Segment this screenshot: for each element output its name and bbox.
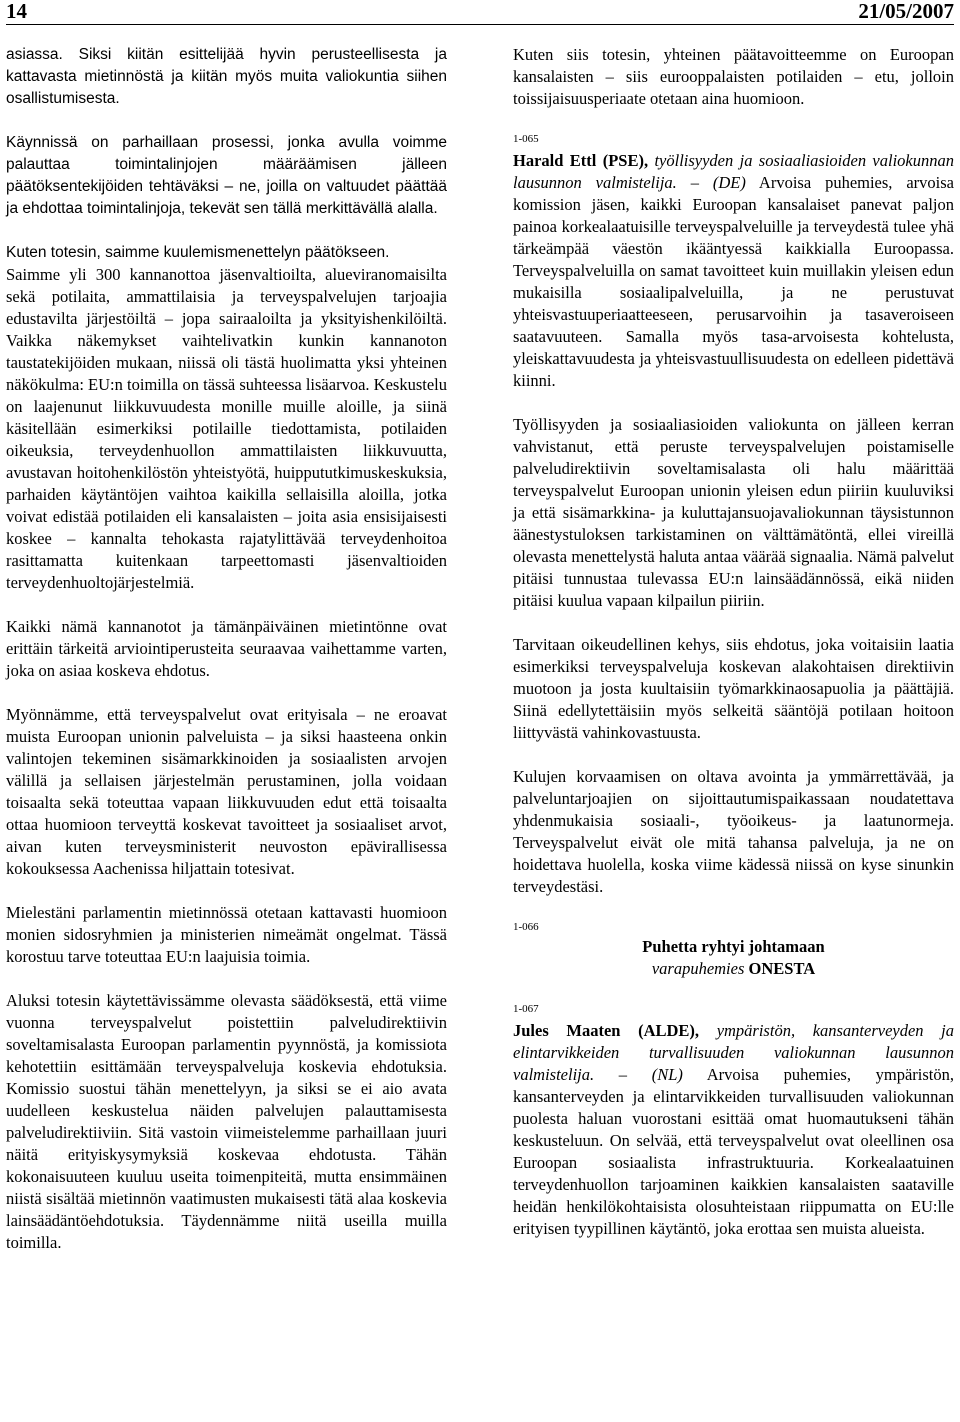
chair-notice (513, 936, 954, 980)
speech-ettl (513, 150, 954, 392)
paragraph: Saimme yli 300 kannanottoa jäsenvaltioilta, alueviranomaisilta sekä potilaita, ammattilaisia ja terveyspalvelujen tarjoajia edustavilta järjestöiltä – jopa sairaaloilta ja yksityishenkilöiltä. Vaikka näkemykset vaihtelivatkin kunkin kannanoton taustatekijöiden mukaan, niissä oli tästä huolimatta yksi yhteinen näkökulma: EU:n toimilla on tässä suhteessa lisäarvoa. Keskustelu on laajenunut liikkuvuudesta monille muille aloille, ja siinä käsitellään esimerkiksi potilaille tiedottamista, potilaiden oikeuksia, terveydenhuollon ammattilaisten liikkuvuutta, avustavan hoitohenkilöstön yhteistyötä, huippututkimuskeskuksia, parhaiden käytäntöjen vaihtoa kaikilla sellaisilla aloilla, jotka voivat edistää potilaiden eli kansalaisten – joita asia ensisijaisesti koskee – kannalta tehokasta rajatylittävää terveydenhoitoa rasittamatta kuitenkaan tarpeettomasti jäsenvaltioiden terveydenhuoltojärjestelmiä. (6, 265, 447, 592)
paragraph: Käynnissä on parhaillaan prosessi, jonka avulla voimme palauttaa toimintalinjojen määräämisen jälleen päätöksentekijöiden tehtäväksi – ne, joilla on valtuudet päättää ja ehdottaa toimintalinjoja, tekevät sen tällä merkittävällä alalla. (6, 134, 447, 217)
paragraph: Aluksi totesin käytettävissämme olevasta säädöksestä, että viime vuonna terveyspalvelut poistettiin palveludirektiivin soveltamisalasta Euroopan parlamentin pyynnöstä, ja komissiota kehotettiin esittämään terveyspalveluja koskevia ehdotuksia. Komissio suostui tähän menettelyyn, ja siksi se ei aio avata uudelleen keskustelua näiden palvelujen palauttamisesta palveludirektiiviin. Sitä vastoin viimeistelemme parhaillaan juuri näitä erityiskysymyksiä koskevaa ehdotusta. Tähän kokonaisuuteen kuuluu useita toimenpiteitä, mutta ensimmäinen niistä sisältää mietinnön vaatimusten mukaisesti tätä alaa koskevia lainsäädäntöehdotuksia. Täydennämme niitä useilla muilla toimilla. (6, 991, 447, 1252)
header-rule (6, 24, 954, 25)
speaker-name: Harald Ettl (PSE), (513, 151, 649, 170)
chair-name: ONESTA (748, 959, 816, 978)
chair-subtitle: varapuhemies (651, 959, 745, 978)
sitting-date: 21/05/2007 (858, 0, 954, 23)
paragraph: Kuten siis totesin, yhteinen päätavoitteemme on Euroopan kansalaisten – siis eurooppalaisten potilaiden – etu, jolloin toissijaisuusperiaate otetaan aina huomioon. (513, 45, 954, 108)
item-reference: 1-066 (513, 921, 539, 933)
right-column (513, 44, 954, 1240)
left-column (6, 44, 447, 1254)
paragraph: Myönnämme, että terveyspalvelut ovat erityisala – ne eroavat muista Euroopan unionin palveluista – ja siksi haasteena onkin valintojen tekeminen sisämarkkinoiden ja sosiaalisten arvojen välillä ja sellaisen järjestelmän perustaminen, jolla voidaan toisaalta sekä toteuttaa vapaan liikkuvuuden edut että toisaalta ottaa huomioon terveyttä koskevat tavoitteet ja sosiaaliset arvot, aivan kuten terveysministerit neuvoston epävirallisessa kokouksessa Aachenissa hiljattain totesivat. (6, 705, 447, 878)
item-reference: 1-065 (513, 133, 539, 145)
paragraph: Kulujen korvaamisen on oltava avointa ja ymmärrettävää, ja palveluntarjoajien on sijoittautumispaikassaan noudatettava yhdenmukaisia sosiaali-, työoikeus- ja laatunormeja. Terveyspalvelut eivät ole mitä tahansa palveluja, ja ne on hoidettava huolella, koska viime kädessä niissä on kyse sinunkin terveydestäsi. (513, 767, 954, 896)
speech-maaten (513, 1020, 954, 1240)
paragraph: Mielestäni parlamentin mietinnössä otetaan kattavasti huomioon monien sidosryhmien ja ministerien nimeämät ongelmat. Tässä korostuu tarve toteuttaa EU:n laajuisia toimia. (6, 903, 447, 966)
paragraph: asiassa. Siksi kiitän esittelijää hyvin perusteellisesta ja kattavasta mietinnöstä ja kiitän myös muita valiokuntia siihen osallistumisesta. (6, 46, 447, 107)
page-header (6, 0, 954, 26)
speaker-name: Jules Maaten (ALDE), (513, 1021, 700, 1040)
speech-text: Arvoisa puhemies, ympäristön, kansanterveyden ja elintarvikkeiden turvallisuuden valiokunnan puolesta haluan vuorostani esittää omat huomautukseni tähän keskusteluun. On selvää, että terveyspalvelut ovat oleellinen osa Euroopan sosiaalista infrastruktuuria. Korkealaatuinen terveydenhuollon tarjoaminen kaikkien kansalaisten saataville heidän henkilökohtaisista olosuhteistaan riippumatta on EU:lle erityisen tyypillinen käytäntö, joka erottaa sen muista alueista. (513, 1065, 955, 1238)
chair-title: Puhetta ryhtyi johtamaan (642, 937, 825, 956)
paragraph: Tarvitaan oikeudellinen kehys, siis ehdotus, joka voitaisiin laatia esimerkiksi terveyspalveluja koskevan alakohtaisen direktiivin muotoon ja josta kuultaisiin työmarkkinaosapuolia ja päättäjiä. Siinä edellytettäisiin myös selkeitä sääntöjä potilaan hoitoon liittyvästä vahinkovastuusta. (513, 635, 954, 742)
speaker-role: työllisyyden ja sosiaaliasioiden valiokunnan lausunnon valmistelija. – (DE) (513, 151, 954, 192)
paragraph: Kaikki nämä kannanotot ja tämänpäiväinen mietintönne ovat erittäin tärkeitä arviointiperusteita seuraavaa vaihettamme varten, joka on asiaa koskeva ehdotus. (6, 617, 447, 680)
paragraph: Kuten totesin, saimme kuulemismenettelyn päätökseen. (6, 244, 390, 261)
speech-text: Arvoisa puhemies, arvoisa komission jäsen, kaikki Euroopan kansalaiset panevat paljon painoa korkealaatuisille terveyspalveluille ja terveydestä tulee yhä tärkeämpää väestön ikääntyessä kaikkialla Euroopassa. Terveyspalveluilla on samat tavoitteet kuin muillakin yleisen edun mukaisilla sosiaalipalveluilla, ja ne perustuvat yhteisvastuuperiaatteeseen, perusarvoihin ja tasaveroiseen saatavuuteen. Samalla myös tasa-arvoisesta kohtelusta, yleiskattavuudesta ja yhteisvastuullisuudesta on edelleen pidettävä kiinni. (513, 173, 955, 390)
item-reference: 1-067 (513, 1003, 539, 1015)
speaker-role: ympäristön, kansanterveyden ja elintarvikkeiden turvallisuuden valiokunnan lausunnon valmistelija. – (NL) (513, 1021, 955, 1084)
paragraph: Työllisyyden ja sosiaaliasioiden valiokunta on jälleen kerran vahvistanut, että peruste terveyspalvelujen poistamiselle palveludirektiivin soveltamisalasta oli halu määrittää terveyspalvelut Euroopan unionin yleisen edun piiriin kuuluviksi ja että sisämarkkina- ja kuluttajansuojavaliokunnan täysistunnon äänestystuloksen tarkistaminen on välttämätöntä, ellei vireillä olevasta menettelystä haluta antaa väärää signaalia. Nämä palvelut pitäisi tunnustaa tulevassa EU:n lainsäädännössä, eikä niiden pitäisi kuulua vapaan kilpailun piiriin. (513, 415, 954, 610)
page-number: 14 (6, 0, 27, 23)
